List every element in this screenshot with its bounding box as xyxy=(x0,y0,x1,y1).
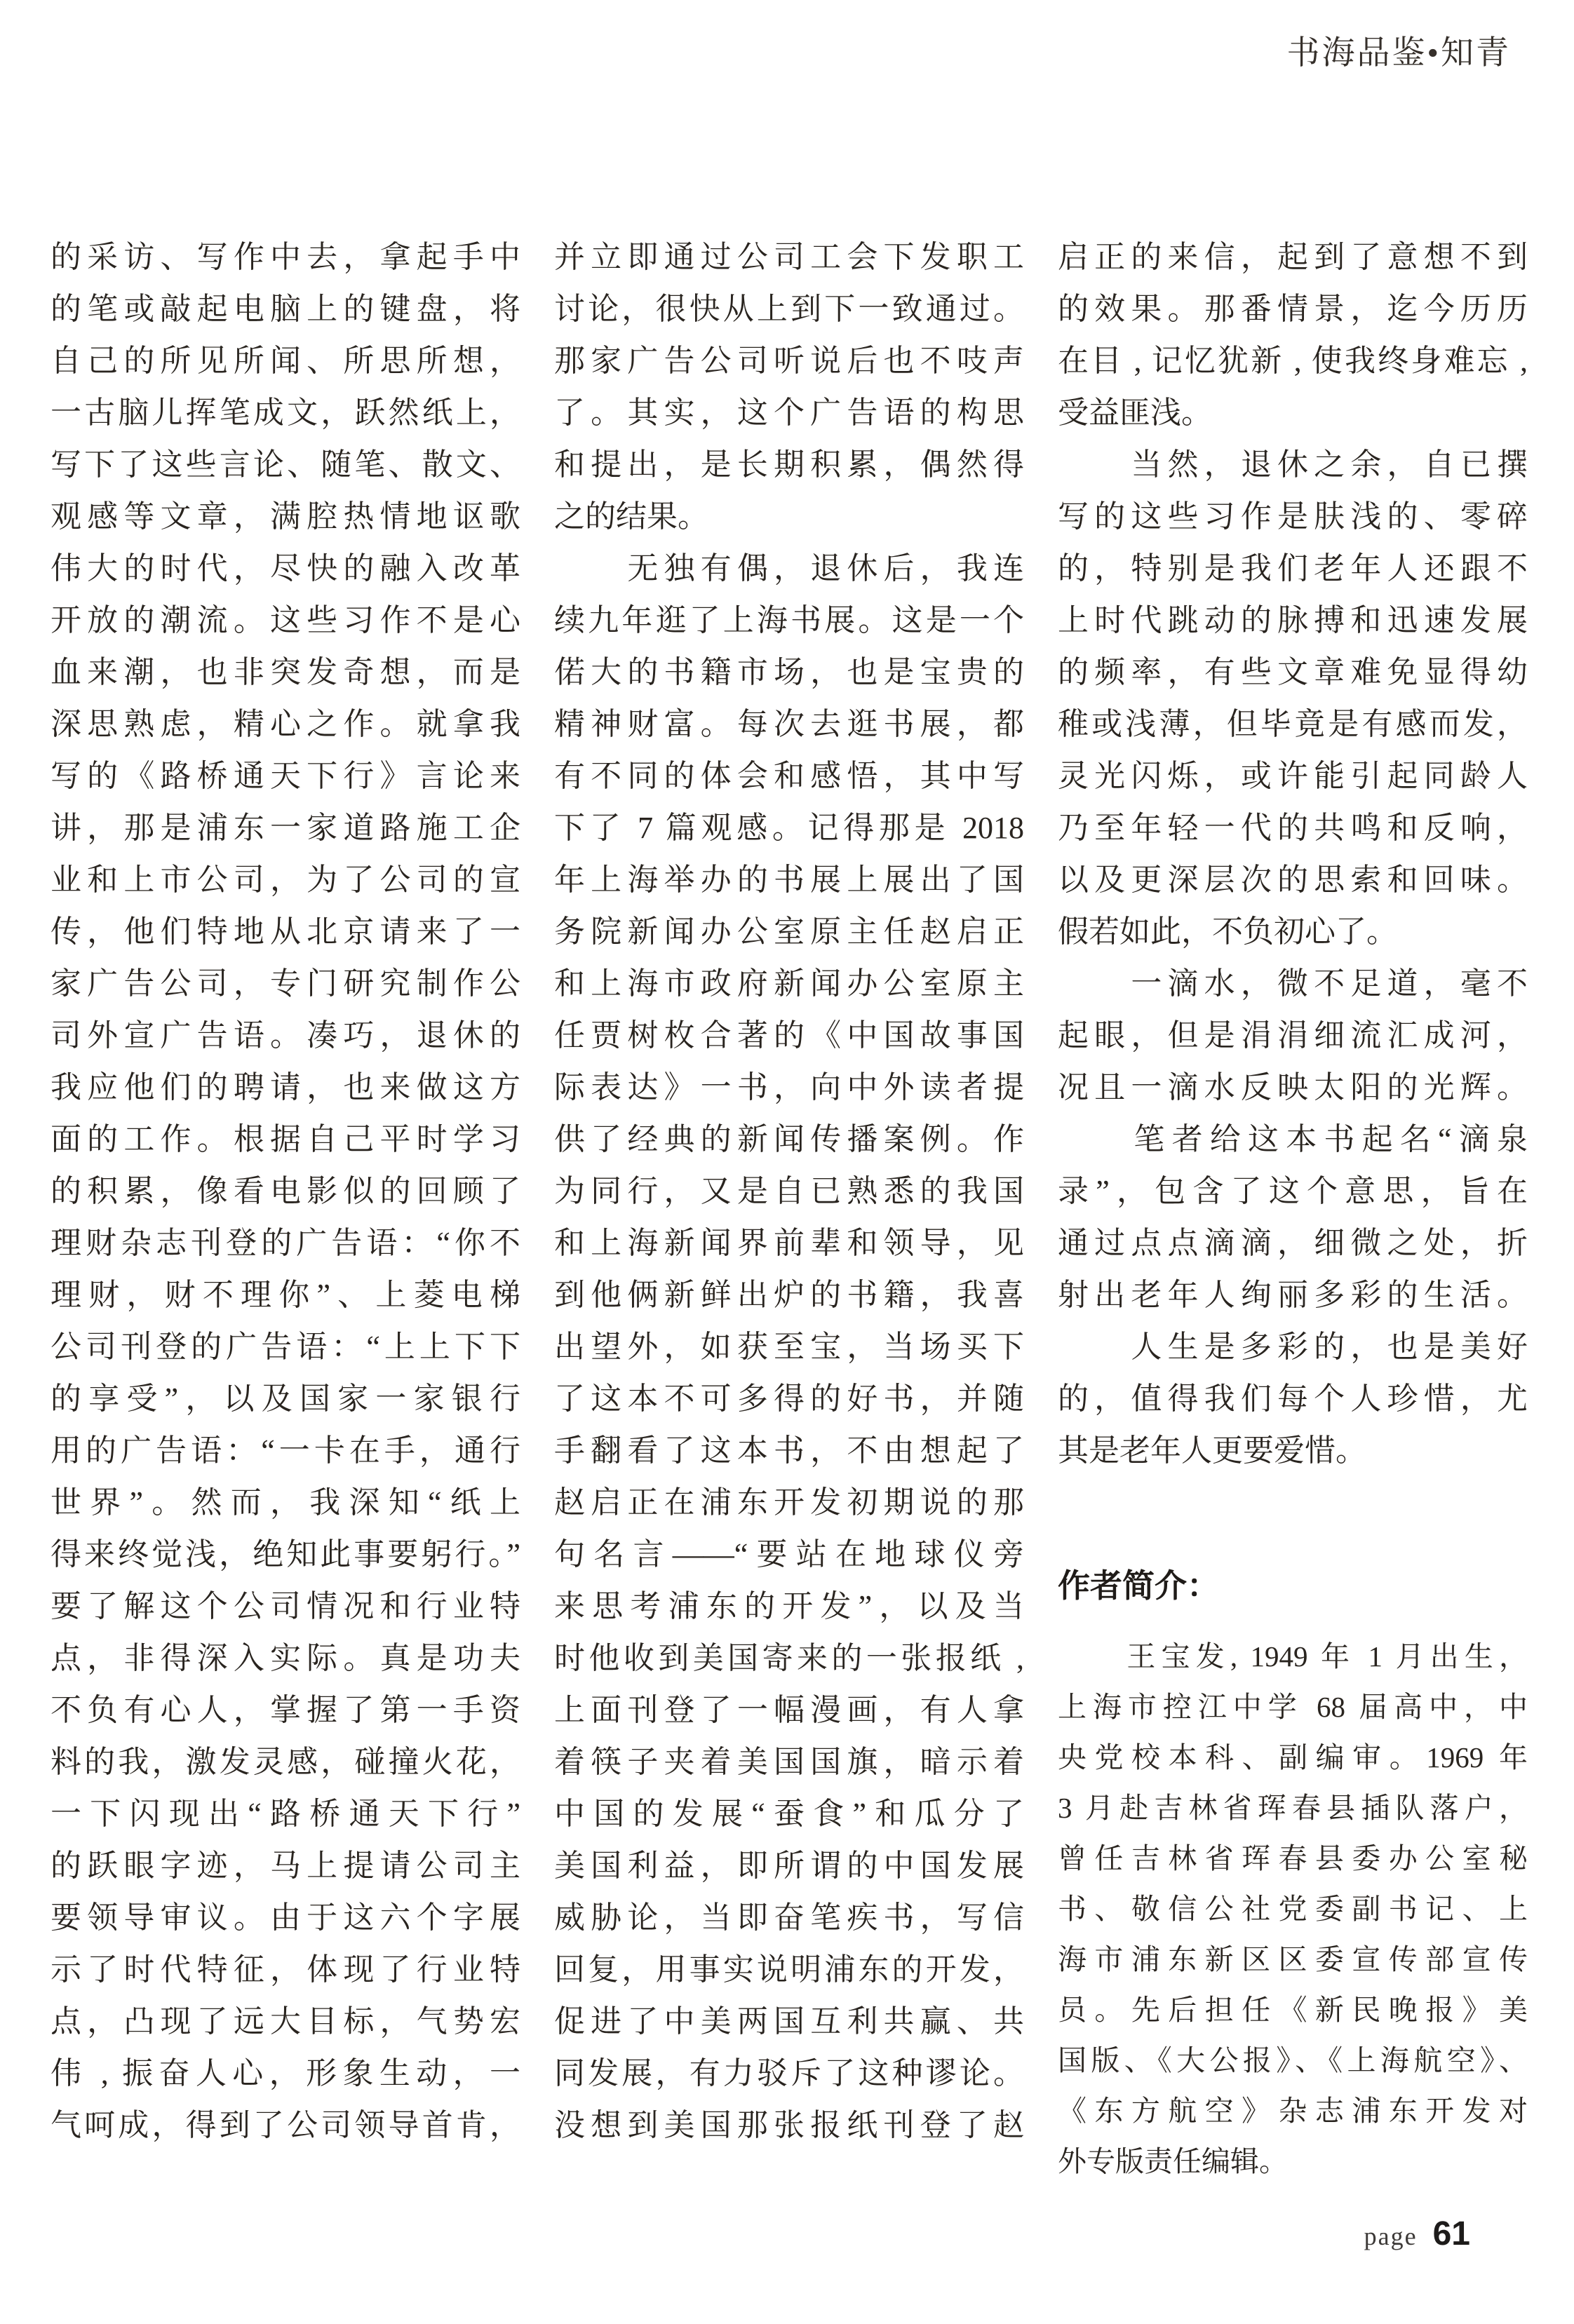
text-line: 世界”。然而，我深知“纸上 xyxy=(51,1485,520,1520)
text-line: 偌大的书籍市场，也是宝贵的 xyxy=(554,655,1024,689)
text-line: 美国利益，即所谓的中国发展 xyxy=(554,1849,1024,1883)
text-line: 得来终觉浅，绝知此事要躬行。” xyxy=(51,1537,520,1572)
text-line: 之的结果。 xyxy=(554,499,708,534)
text-line: 当然，退休之余，自已撰 xyxy=(1058,447,1528,482)
text-line: 以及更深层次的思索和回味。 xyxy=(1058,863,1528,897)
text-line: 起眼，但是涓涓细流汇成河， xyxy=(1058,1018,1528,1053)
text-line: 着筷子夹着美国国旗，暗示着 xyxy=(554,1745,1024,1779)
text-line: 的频率，有些文章难免显得幼 xyxy=(1058,655,1528,689)
text-line: 稚或浅薄，但毕竟是有感而发， xyxy=(1058,707,1528,741)
article-body xyxy=(51,231,1528,2187)
text-line: 出望外，如获至宝，当场买下 xyxy=(554,1330,1024,1364)
text-line: 续九年逛了上海书展。这是一个 xyxy=(554,603,1024,637)
text-line: 中国的发展“蚕食”和瓜分了 xyxy=(554,1797,1024,1831)
text-line: 写的《路桥通天下行》言论来 xyxy=(51,759,520,793)
text-line: 际表达》一书，向中外读者提 xyxy=(554,1070,1024,1104)
text-line: 理财，财不理你”、上菱电梯 xyxy=(51,1278,520,1312)
text-line: 那家广告公司听说后也不吱声 xyxy=(554,344,1024,378)
text-line: 的享受”，以及国家一家银行 xyxy=(51,1381,520,1416)
page-footer xyxy=(1364,2215,1470,2253)
text-line: 要领导审议。由于这六个字展 xyxy=(51,1900,520,1935)
text-line: 国版、《大公报》、《上海航空》、 xyxy=(1058,2044,1528,2076)
text-line: 外专版责任编辑。 xyxy=(1058,2145,1288,2177)
text-line: 司外宣广告语。凑巧，退休的 xyxy=(51,1018,520,1053)
text-line: 3 月赴吉林省珲春县插队落户， xyxy=(1058,1792,1528,1824)
text-line: 《东方航空》杂志浦东开发对 xyxy=(1058,2095,1528,2127)
text-line: 射出老年人绚丽多彩的生活。 xyxy=(1058,1278,1528,1312)
text-line: 的效果。那番情景，迄今历历 xyxy=(1058,292,1528,326)
text-line: 我应他们的聘请，也来做这方 xyxy=(51,1070,520,1104)
text-line: 精神财富。每次去逛书展，都 xyxy=(554,707,1024,741)
text-line: 曾任吉林省珲春县委办公室秘 xyxy=(1058,1842,1528,1874)
text-line: 伟 , 振奋人心，形象生动，一 xyxy=(51,2056,520,2090)
article-column-3 xyxy=(1058,231,1528,2187)
text-line: 句名言——“要站在地球仪旁 xyxy=(554,1537,1024,1572)
text-line: 的积累，像看电影似的回顾了 xyxy=(51,1174,520,1208)
text-line: 观感等文章，满腔热情地讴歌 xyxy=(51,499,520,534)
text-line: 威胁论，当即奋笔疾书，写信 xyxy=(554,1900,1024,1935)
text-line: 要了解这个公司情况和行业特 xyxy=(51,1589,520,1623)
text-line: 了这本不可多得的好书，并随 xyxy=(554,1381,1024,1416)
text-line: 促进了中美两国互利共赢、共 xyxy=(554,2004,1024,2039)
text-line: 书、敬信公社党委副书记、上 xyxy=(1058,1893,1528,1925)
text-line: 的，特别是我们老年人还跟不 xyxy=(1058,551,1528,586)
text-line: 一下闪现出“路桥通天下行” xyxy=(51,1797,520,1831)
text-line: 在目 , 记忆犹新 , 使我终身难忘 , xyxy=(1058,344,1528,378)
text-line: 受益匪浅。 xyxy=(1058,396,1212,430)
text-line: 的采访、写作中去，拿起手中 xyxy=(51,240,520,274)
text-line: 年上海举办的书展上展出了国 xyxy=(554,863,1024,897)
text-line: 和提出，是长期积累，偶然得 xyxy=(554,447,1024,482)
text-line: 料的我，激发灵感，碰撞火花， xyxy=(51,1745,520,1779)
text-line: 点，凸现了远大目标，气势宏 xyxy=(51,2004,520,2039)
text-line: 家广告公司，专门研究制作公 xyxy=(51,966,520,1001)
text-line: 开放的潮流。这些习作不是心 xyxy=(51,603,520,637)
text-line: 任贾树枚合著的《中国故事国 xyxy=(554,1018,1024,1053)
text-line: 笔者给这本书起名“滴泉 xyxy=(1058,1122,1528,1156)
text-line: 点，非得深入实际。真是功夫 xyxy=(51,1641,520,1675)
text-line: 下了 7 篇观感。记得那是 2018 xyxy=(554,811,1024,845)
text-line: 上面刊登了一幅漫画，有人拿 xyxy=(554,1693,1024,1727)
text-line: 和上海市政府新闻办公室原主 xyxy=(554,966,1024,1001)
section-title: 书海品鉴•知青 xyxy=(1286,35,1511,72)
text-line: 讨论，很快从上到下一致通过。 xyxy=(554,292,1024,326)
text-line: 供了经典的新闻传播案例。作 xyxy=(554,1122,1024,1156)
text-line: 央党校本科、副编审。1969 年 xyxy=(1058,1741,1528,1774)
text-line: 不负有心人，掌握了第一手资 xyxy=(51,1693,520,1727)
text-line: 伟大的时代，尽快的融入改革 xyxy=(51,551,520,586)
text-line: 来思考浦东的开发”，以及当 xyxy=(554,1589,1024,1623)
text-line: 手翻看了这本书，不由想起了 xyxy=(554,1433,1024,1468)
text-line: 海市浦东新区区委宣传部宣传 xyxy=(1058,1943,1528,1975)
text-line: 无独有偶，退休后，我连 xyxy=(554,551,1024,586)
text-line: 员。先后担任《新民晚报》美 xyxy=(1058,1994,1528,2026)
article-column-2 xyxy=(554,231,1024,2187)
text-line: 并立即通过公司工会下发职工 xyxy=(554,240,1024,274)
text-line: 血来潮，也非突发奇想，而是 xyxy=(51,655,520,689)
text-line: 的笔或敲起电脑上的键盘，将 xyxy=(51,292,520,326)
text-line: 气呵成，得到了公司领导首肯， xyxy=(51,2108,520,2142)
text-line: 公司刊登的广告语：“上上下下 xyxy=(51,1330,520,1364)
text-line: 上时代跳动的脉搏和迅速发展 xyxy=(1058,603,1528,637)
text-line: 写下了这些言论、随笔、散文、 xyxy=(51,447,520,482)
text-line: 的跃眼字迹，马上提请公司主 xyxy=(51,1849,520,1883)
page-word: page xyxy=(1364,2222,1418,2250)
text-line: 同发展，有力驳斥了这种谬论。 xyxy=(554,2056,1024,2090)
text-line: 其是老年人更要爱惜。 xyxy=(1058,1433,1366,1468)
text-line: 面的工作。根据自己平时学习 xyxy=(51,1122,520,1156)
text-line: 示了时代特征，体现了行业特 xyxy=(51,1952,520,1987)
text-line: 的，值得我们每个人珍惜，尤 xyxy=(1058,1381,1528,1416)
text-line: 用的广告语：“一卡在手，通行 xyxy=(51,1433,520,1468)
author-intro-heading: 作者简介： xyxy=(1058,1567,1219,1604)
text-line: 一滴水，微不足道，毫不 xyxy=(1058,966,1528,1001)
text-line: 有不同的体会和感悟，其中写 xyxy=(554,759,1024,793)
text-line: 传，他们特地从北京请来了一 xyxy=(51,914,520,949)
text-line: 一古脑儿挥笔成文，跃然纸上， xyxy=(51,396,520,430)
section-header xyxy=(1287,27,1511,74)
article-column-1 xyxy=(51,231,520,2187)
text-line: 没想到美国那张报纸刊登了赵 xyxy=(554,2108,1024,2142)
text-line: 到他俩新鲜出炉的书籍，我喜 xyxy=(554,1278,1024,1312)
text-line: 赵启正在浦东开发初期说的那 xyxy=(554,1485,1024,1520)
text-line: 和上海新闻界前辈和领导，见 xyxy=(554,1226,1024,1260)
text-line: 为同行，又是自已熟悉的我国 xyxy=(554,1174,1024,1208)
text-line: 通过点点滴滴，细微之处，折 xyxy=(1058,1226,1528,1260)
text-line: 王宝发, 1949 年 1 月出生， xyxy=(1058,1640,1528,1673)
text-line: 录”，包含了这个意思，旨在 xyxy=(1058,1174,1528,1208)
text-line: 自己的所见所闻、所思所想， xyxy=(51,344,520,378)
text-line: 启正的来信，起到了意想不到 xyxy=(1058,240,1528,274)
page-number: 61 xyxy=(1432,2215,1470,2252)
text-line: 时他收到美国寄来的一张报纸 , xyxy=(554,1641,1024,1675)
author-intro-text xyxy=(1058,1631,1528,2187)
text-line: 回复，用事实说明浦东的开发， xyxy=(554,1952,1024,1987)
text-line: 人生是多彩的，也是美好 xyxy=(1058,1330,1528,1364)
text-line: 讲，那是浦东一家道路施工企 xyxy=(51,811,520,845)
text-line: 深思熟虑，精心之作。就拿我 xyxy=(51,707,520,741)
text-line: 况且一滴水反映太阳的光辉。 xyxy=(1058,1070,1528,1104)
text-line: 业和上市公司，为了公司的宣 xyxy=(51,863,520,897)
text-line: 乃至年轻一代的共鸣和反响， xyxy=(1058,811,1528,845)
text-line: 理财杂志刊登的广告语：“你不 xyxy=(51,1226,520,1260)
article-column-3-text xyxy=(1058,231,1528,1477)
text-line: 务院新闻办公室原主任赵启正 xyxy=(554,914,1024,949)
text-line: 写的这些习作是肤浅的、零碎 xyxy=(1058,499,1528,534)
text-line: 灵光闪烁，或许能引起同龄人 xyxy=(1058,759,1528,793)
text-line: 假若如此，不负初心了。 xyxy=(1058,914,1397,949)
text-line: 了。其实，这个广告语的构思 xyxy=(554,396,1024,430)
text-line: 上海市控江中学 68 届高中，中 xyxy=(1058,1691,1528,1723)
